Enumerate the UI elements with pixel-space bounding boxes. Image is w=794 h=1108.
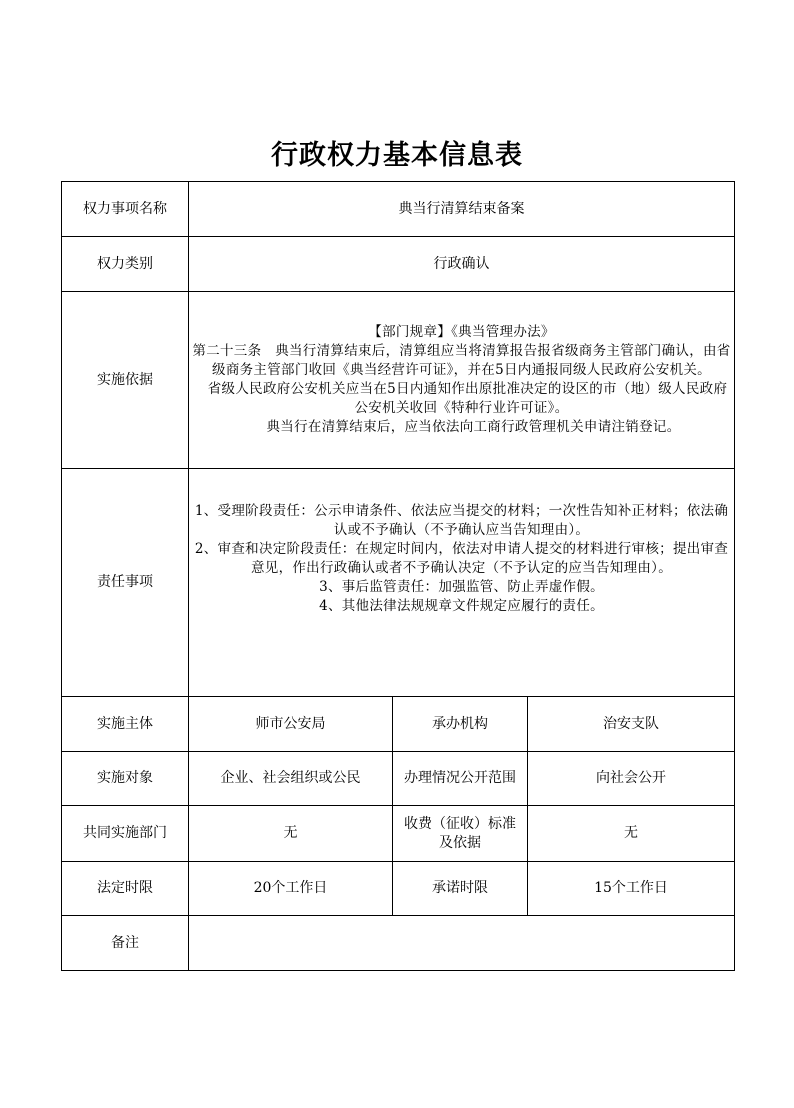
joint-dept-value: 无 xyxy=(189,806,393,862)
promised-time-limit-value: 15个工作日 xyxy=(528,862,735,916)
duty-line: 1、受理阶段责任：公示申请条件、依法应当提交的材料；一次性告知补正材料；依法确认或不予确认（不予确认应当告知理由）。 xyxy=(194,503,729,538)
row-category xyxy=(62,237,735,292)
basis-line: 第二十三条 典当行清算结束后，清算组应当将清算报告报省级商务主管部门确认，由省级商务主管部门收回《典当经营许可证》，并在5日内通报同级人民政府公安机关。 xyxy=(192,343,731,378)
category-value: 行政确认 xyxy=(189,237,735,292)
page-title: 行政权力基本信息表 xyxy=(271,140,523,171)
legal-time-limit-label: 法定时限 xyxy=(62,862,189,916)
subject-value: 师市公安局 xyxy=(189,697,393,752)
basis-line: 省级人民政府公安机关应当在5日内通知作出原批准决定的设区的市（地）级人民政府公安机关收回《特种行业许可证》。 xyxy=(207,381,728,416)
duty-line: 4、其他法律法规规章文件规定应履行的责任。 xyxy=(319,598,604,614)
row-time-limit xyxy=(62,862,735,916)
row-target xyxy=(62,752,735,806)
row-item-name xyxy=(62,182,735,237)
target-label: 实施对象 xyxy=(62,752,189,806)
row-duty xyxy=(62,469,735,697)
row-subject xyxy=(62,697,735,752)
row-basis xyxy=(62,292,735,469)
row-joint xyxy=(62,806,735,862)
row-remark xyxy=(62,916,735,971)
remark-label: 备注 xyxy=(62,916,189,971)
basis-line: 【部门规章】《典当管理办法》 xyxy=(368,324,555,340)
info-table xyxy=(61,181,735,971)
legal-time-limit-value: 20个工作日 xyxy=(189,862,393,916)
disclosure-scope-label: 办理情况公开范围 xyxy=(393,752,528,806)
duty-label: 责任事项 xyxy=(62,469,189,697)
fee-standard-value: 无 xyxy=(528,806,735,862)
promised-time-limit-label: 承诺时限 xyxy=(393,862,528,916)
disclosure-scope-value: 向社会公开 xyxy=(528,752,735,806)
target-value: 企业、社会组织或公民 xyxy=(189,752,393,806)
fee-standard-label: 收费（征收）标准及依据 xyxy=(393,806,528,862)
item-name-label: 权力事项名称 xyxy=(62,182,189,237)
duty-line: 3、事后监管责任：加强监管、防止弄虚作假。 xyxy=(319,579,604,595)
handling-org-label: 承办机构 xyxy=(393,697,528,752)
remark-value xyxy=(189,916,735,971)
category-label: 权力类别 xyxy=(62,237,189,292)
subject-label: 实施主体 xyxy=(62,697,189,752)
duty-text xyxy=(189,469,735,697)
basis-line: 典当行在清算结束后，应当依法向工商行政管理机关申请注销登记。 xyxy=(266,419,681,435)
basis-label: 实施依据 xyxy=(62,292,189,469)
basis-text xyxy=(189,292,735,469)
handling-org-value: 治安支队 xyxy=(528,697,735,752)
duty-line: 2、审查和决定阶段责任：在规定时间内，依法对申请人提交的材料进行审核；提出审查意见，作出行政确认或者不予确认决定（不予认定的应当告知理由）。 xyxy=(194,541,729,576)
joint-dept-label: 共同实施部门 xyxy=(62,806,189,862)
item-name-value: 典当行清算结束备案 xyxy=(189,182,735,237)
